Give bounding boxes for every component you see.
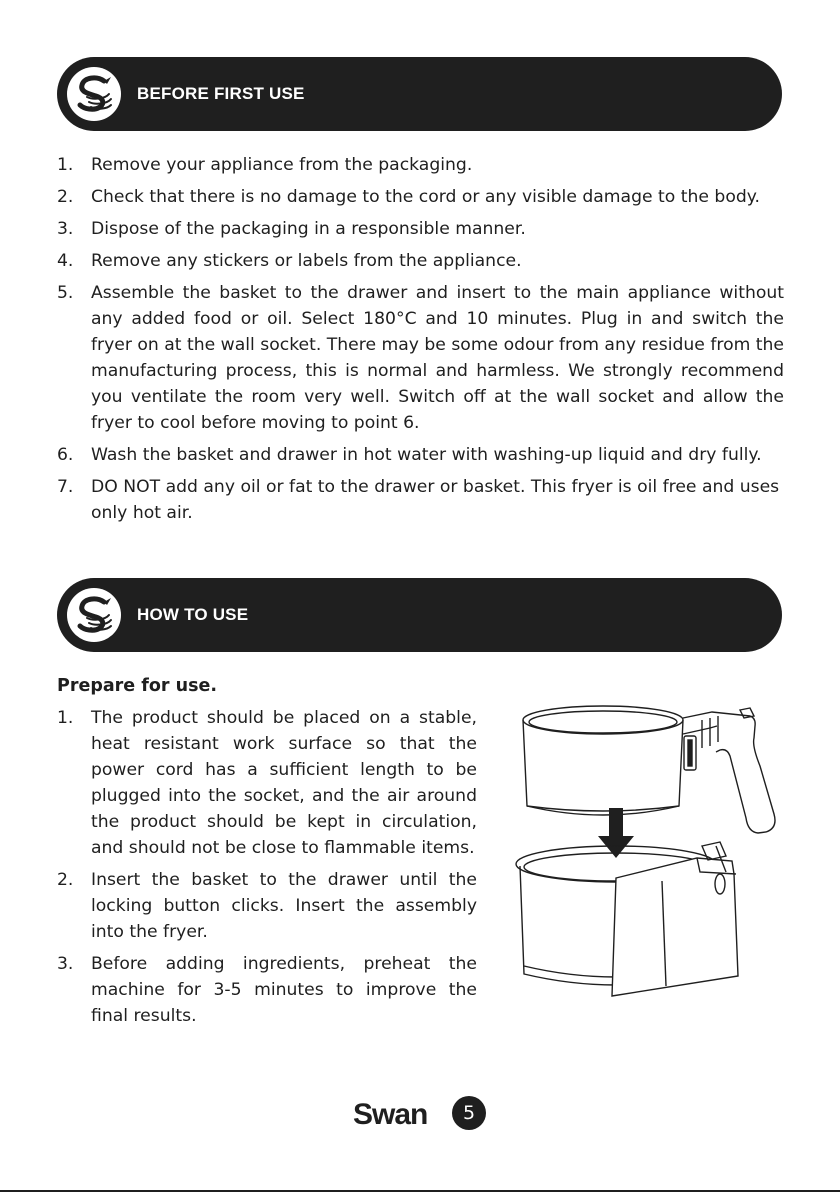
list-item bbox=[57, 152, 784, 178]
how-to-use-list bbox=[57, 705, 477, 1035]
list-item bbox=[57, 474, 784, 526]
list-item bbox=[57, 951, 477, 1029]
swan-logo-icon bbox=[67, 67, 121, 121]
list-item-text: Before adding ingredients, preheat the machine for 3-5 minutes to improve the final results. bbox=[91, 954, 477, 1026]
list-item-number: 6. bbox=[57, 445, 74, 465]
list-item-text: The product should be placed on a stable, heat resistant work surface so that the power cord has a sufficient length to be plugged into the socket, and the air around the product should be kept in circulation, and should not be close to flammable items. bbox=[91, 708, 477, 858]
basket-drawer-illustration bbox=[512, 696, 784, 1008]
page-number-badge: 5 bbox=[452, 1096, 486, 1130]
list-item bbox=[57, 248, 784, 274]
before-first-use-list bbox=[57, 152, 784, 532]
list-item-number: 5. bbox=[57, 283, 74, 303]
list-item-text: DO NOT add any oil or fat to the drawer or basket. This fryer is oil free and uses only hot air. bbox=[91, 477, 780, 523]
list-item-text: Wash the basket and drawer in hot water with washing-up liquid and dry fully. bbox=[91, 445, 762, 465]
list-item-text: Remove any stickers or labels from the appliance. bbox=[91, 251, 522, 271]
list-item bbox=[57, 280, 784, 436]
list-item-number: 7. bbox=[57, 477, 74, 497]
list-item-number: 1. bbox=[57, 708, 74, 728]
swan-logo-icon bbox=[67, 588, 121, 642]
section-banner-before-first-use bbox=[57, 57, 782, 131]
list-item-text: Dispose of the packaging in a responsible manner. bbox=[91, 219, 526, 239]
list-item bbox=[57, 184, 784, 210]
list-item-number: 3. bbox=[57, 954, 74, 974]
prepare-subheading: Prepare for use. bbox=[57, 676, 218, 696]
list-item-number: 2. bbox=[57, 870, 74, 890]
list-item-text: Insert the basket to the drawer until the locking button clicks. Insert the assembly into the fryer. bbox=[91, 870, 477, 942]
section-title: HOW TO USE bbox=[137, 605, 249, 624]
brand-logo: Swan bbox=[353, 1098, 428, 1131]
list-item bbox=[57, 867, 477, 945]
section-title: BEFORE FIRST USE bbox=[137, 84, 305, 103]
list-item bbox=[57, 705, 477, 861]
list-item-text: Remove your appliance from the packaging. bbox=[91, 155, 473, 175]
list-item-text: Assemble the basket to the drawer and insert to the main appliance without any added food or oil. Select 180°C and 10 minutes. Plug in and switch the fryer on at the wall socket. There may be some odour from any residue from the manufacturing process, this is normal and harmless. We strongly recommend you ventilate the room very well. Switch off at the wall socket and allow the fryer to cool before moving to point 6. bbox=[91, 283, 784, 433]
list-item-number: 2. bbox=[57, 187, 74, 207]
list-item bbox=[57, 216, 784, 242]
section-banner-how-to-use bbox=[57, 578, 782, 652]
list-item-text: Check that there is no damage to the cord or any visible damage to the body. bbox=[91, 187, 760, 207]
list-item-number: 1. bbox=[57, 155, 74, 175]
list-item-number: 3. bbox=[57, 219, 74, 239]
list-item-number: 4. bbox=[57, 251, 74, 271]
page-footer bbox=[0, 1094, 840, 1134]
list-item bbox=[57, 442, 784, 468]
